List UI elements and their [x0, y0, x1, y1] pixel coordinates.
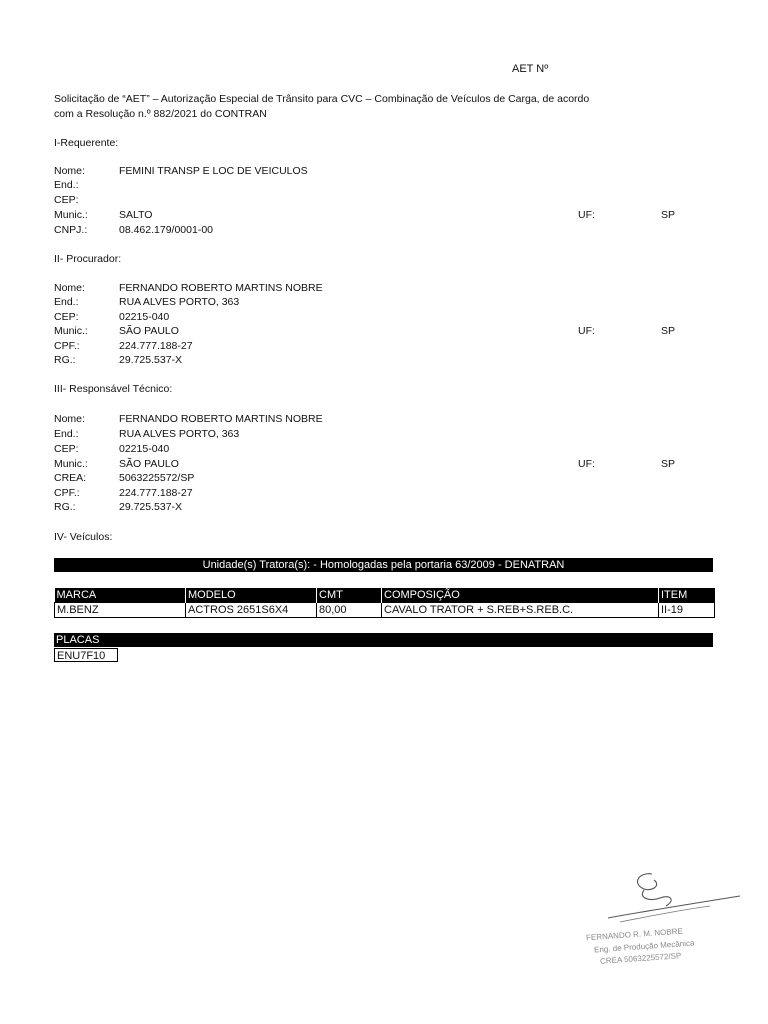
requerente-uf-label: UF:	[578, 209, 595, 221]
responsavel-crea-value: 5063225572/SP	[119, 472, 195, 484]
procurador-rg-value: 29.725.537-X	[119, 354, 183, 366]
intro-paragraph	[54, 92, 674, 121]
responsavel-end-label: End.:	[54, 428, 79, 440]
procurador-cpf-value: 224.777.188-27	[119, 340, 193, 352]
procurador-nome-label: Nome:	[54, 282, 85, 294]
responsavel-cpf-value: 224.777.188-27	[119, 487, 193, 499]
responsavel-uf-value: SP	[661, 458, 676, 470]
tractor-units-band: Unidade(s) Tratora(s): - Homologadas pela portaria 63/2009 - DENATRAN	[54, 558, 713, 572]
intro-line-2: com a Resolução n.º 882/2021 do CONTRAN	[54, 107, 267, 120]
responsavel-nome-label: Nome:	[54, 413, 85, 425]
signature-block	[580, 868, 750, 978]
procurador-rg-label: RG.:	[54, 354, 76, 366]
procurador-nome-value: FERNANDO ROBERTO MARTINS NOBRE	[119, 282, 323, 294]
responsavel-end-value: RUA ALVES PORTO, 363	[119, 428, 240, 440]
cell-item: II-19	[659, 603, 715, 618]
procurador-end-value: RUA ALVES PORTO, 363	[119, 296, 240, 308]
placas-value: ENU7F10	[54, 648, 118, 662]
cell-marca: M.BENZ	[55, 603, 186, 618]
aet-number-label: AET Nº	[512, 63, 549, 75]
procurador-end-label: End.:	[54, 296, 79, 308]
responsavel-munic-label: Munic.:	[54, 458, 88, 470]
section-veiculos-title: IV- Veículos:	[54, 531, 113, 543]
responsavel-crea-label: CREA:	[54, 472, 87, 484]
procurador-uf-label: UF:	[578, 325, 595, 337]
cell-cmt: 80,00	[317, 603, 382, 618]
procurador-cep-label: CEP:	[54, 311, 79, 323]
cell-composicao: CAVALO TRATOR + S.REB+S.REB.C.	[382, 603, 659, 618]
responsavel-cep-value: 02215-040	[119, 443, 170, 455]
placas-header: PLACAS	[54, 633, 713, 647]
cell-modelo: ACTROS 2651S6X4	[186, 603, 317, 618]
procurador-munic-label: Munic.:	[54, 325, 88, 337]
table-row	[55, 603, 715, 618]
procurador-uf-value: SP	[661, 325, 676, 337]
responsavel-cpf-label: CPF.:	[54, 487, 80, 499]
vehicles-table	[54, 588, 715, 618]
section-requerente-title: I-Requerente:	[54, 137, 119, 149]
requerente-munic-label: Munic.:	[54, 209, 88, 221]
vehicles-header-row	[55, 588, 715, 603]
column-header-cmt: CMT	[317, 588, 382, 603]
signature-name: FERNANDO R. M. NOBRE	[585, 926, 684, 943]
requerente-cnpj-value: 08.462.179/0001-00	[119, 224, 214, 236]
responsavel-rg-value: 29.725.537-X	[119, 501, 183, 513]
procurador-cep-value: 02215-040	[119, 311, 170, 323]
signature-crea: CREA 5063225572/SP	[599, 951, 682, 966]
responsavel-cep-label: CEP:	[54, 443, 79, 455]
column-header-modelo: MODELO	[186, 588, 317, 603]
requerente-nome-value: FEMINI TRANSP E LOC DE VEICULOS	[119, 165, 308, 177]
signature-title: Eng. de Produção Mecânica	[593, 938, 695, 955]
procurador-cpf-label: CPF.:	[54, 340, 80, 352]
responsavel-rg-label: RG.:	[54, 501, 76, 513]
requerente-cnpj-label: CNPJ.:	[54, 224, 88, 236]
requerente-nome-label: Nome:	[54, 165, 85, 177]
requerente-end-label: End.:	[54, 179, 79, 191]
column-header-marca: MARCA	[55, 588, 186, 603]
intro-line-1: Solicitação de “AET” – Autorização Especial de Trânsito para CVC – Combinação de Veículos de Carga, de acordo	[54, 93, 590, 105]
section-responsavel-title: III- Responsável Técnico:	[54, 383, 173, 395]
requerente-cep-label: CEP:	[54, 194, 79, 206]
procurador-munic-value: SÃO PAULO	[119, 325, 179, 337]
column-header-composicao: COMPOSIÇÃO	[382, 588, 659, 603]
responsavel-uf-label: UF:	[578, 458, 595, 470]
section-procurador-title: II- Procurador:	[54, 253, 122, 265]
requerente-munic-value: SALTO	[119, 209, 153, 221]
column-header-item: ITEM	[659, 588, 715, 603]
responsavel-nome-value: FERNANDO ROBERTO MARTINS NOBRE	[119, 413, 323, 425]
requerente-uf-value: SP	[661, 209, 676, 221]
handwritten-signature	[580, 868, 750, 928]
responsavel-munic-value: SÃO PAULO	[119, 458, 179, 470]
